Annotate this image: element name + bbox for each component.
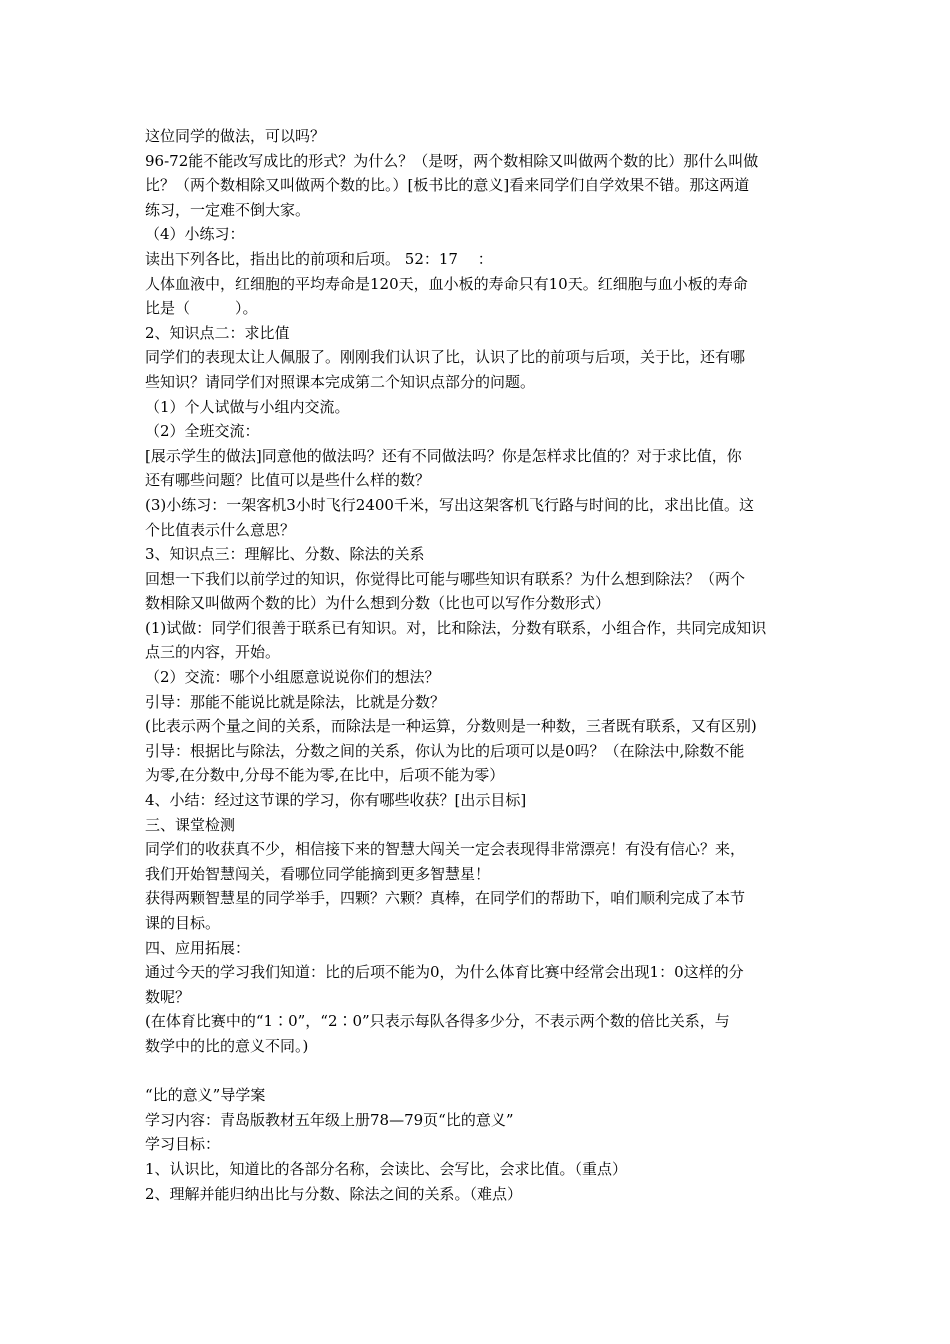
text-line: (在体育比赛中的“1∶0”，“2∶0”只表示每队各得多少分，不表示两个数的倍比关系，与 bbox=[145, 1012, 730, 1031]
text-line: 还有哪些问题？比值可以是些什么样的数？ bbox=[145, 471, 431, 490]
text-line: (1)试做：同学们很善于联系已有知识。对，比和除法，分数有联系，小组合作，共同完成知识 bbox=[145, 618, 767, 637]
blank-line bbox=[145, 1059, 810, 1084]
document-page bbox=[145, 124, 810, 1206]
text-line: 学习内容：青岛版教材五年级上册78—79页“比的意义” bbox=[145, 1110, 514, 1129]
section-heading: 四、应用拓展： bbox=[145, 938, 251, 957]
text-line: （2）全班交流： bbox=[145, 422, 260, 441]
text-line: 获得两颗智慧星的同学举手，四颗？六颗？真棒，在同学们的帮助下，咱们顺利完成了本节 bbox=[145, 889, 746, 908]
document-title: “比的意义”导学案 bbox=[145, 1086, 266, 1105]
text-line: 96-72能不能改写成比的形式？为什么？（是呀，两个数相除又叫做两个数的比）那什么叫做 bbox=[145, 151, 759, 170]
text-line: 读出下列各比，指出比的前项和后项。 52：17 ： bbox=[145, 249, 493, 268]
section-heading: 4、小结：经过这节课的学习，你有哪些收获？[出示目标] bbox=[145, 791, 527, 810]
text-line: 练习，一定难不倒大家。 bbox=[145, 200, 311, 219]
text-line: （2）交流：哪个小组愿意说说你们的想法？ bbox=[145, 668, 440, 687]
text-line: [展示学生的做法]同意他的做法吗？还有不同做法吗？你是怎样求比值的？对于求比值，你 bbox=[145, 446, 742, 465]
text-line: 比？（两个数相除又叫做两个数的比。）[板书比的意义]看来同学们自学效果不错。那这两道 bbox=[145, 176, 750, 195]
text-line: 人体血液中，红细胞的平均寿命是120天，血小板的寿命只有10天。红细胞与血小板的寿命 bbox=[145, 274, 748, 293]
text-line: 比是（ ）。 bbox=[145, 299, 258, 318]
text-line: 数相除又叫做两个数的比）为什么想到分数（比也可以写作分数形式） bbox=[145, 594, 611, 613]
text-line: 课的目标。 bbox=[145, 914, 221, 932]
text-line: 点三的内容，开始。 bbox=[145, 643, 281, 662]
text-line: 个比值表示什么意思？ bbox=[145, 520, 296, 539]
text-line: 为零,在分数中,分母不能为零,在比中，后项不能为零） bbox=[145, 766, 505, 785]
text-line: 些知识？请同学们对照课本完成第二个知识点部分的问题。 bbox=[145, 372, 536, 391]
text-line: 数学中的比的意义不同。) bbox=[145, 1036, 309, 1055]
text-line: 我们开始智慧闯关，看哪位同学能摘到更多智慧星！ bbox=[145, 864, 491, 883]
text-line: 数呢？ bbox=[145, 987, 191, 1006]
text-line: 同学们的收获真不少，相信接下来的智慧大闯关一定会表现得非常漂亮！有没有信心？来， bbox=[145, 840, 746, 859]
section-heading: 3、知识点三：理解比、分数、除法的关系 bbox=[145, 545, 425, 564]
section-heading: 2、知识点二：求比值 bbox=[145, 323, 290, 342]
text-line: 学习目标： bbox=[145, 1135, 221, 1154]
text-line: (3)小练习：一架客机3小时飞行2400千米，写出这架客机飞行路与时间的比，求出比值。这 bbox=[145, 495, 754, 514]
text-line: 引导：那能不能说比就是除法，比就是分数？ bbox=[145, 692, 446, 711]
text-line: 同学们的表现太让人佩服了。刚刚我们认识了比，认识了比的前项与后项，关于比，还有哪 bbox=[145, 348, 746, 367]
text-line: 1、认识比，知道比的各部分名称，会读比、会写比，会求比值。（重点） bbox=[145, 1159, 628, 1178]
text-line: （4）小练习： bbox=[145, 225, 245, 244]
text-line: 这位同学的做法，可以吗？ bbox=[145, 127, 326, 145]
text-line: (比表示两个量之间的关系，而除法是一种运算，分数则是一种数，三者既有联系，又有区别) bbox=[145, 717, 757, 736]
text-line: 引导：根据比与除法，分数之间的关系，你认为比的后项可以是0吗？（在除法中,除数不能 bbox=[145, 741, 745, 760]
text-line: 2、理解并能归纳出比与分数、除法之间的关系。（难点） bbox=[145, 1184, 523, 1203]
text-line: 通过今天的学习我们知道：比的后项不能为0，为什么体育比赛中经常会出现1：0这样的分 bbox=[145, 963, 744, 982]
text-line: （1）个人试做与小组内交流。 bbox=[145, 397, 350, 416]
text-line: 回想一下我们以前学过的知识，你觉得比可能与哪些知识有联系？为什么想到除法？（两个 bbox=[145, 569, 746, 588]
section-heading: 三、课堂检测 bbox=[145, 815, 236, 834]
